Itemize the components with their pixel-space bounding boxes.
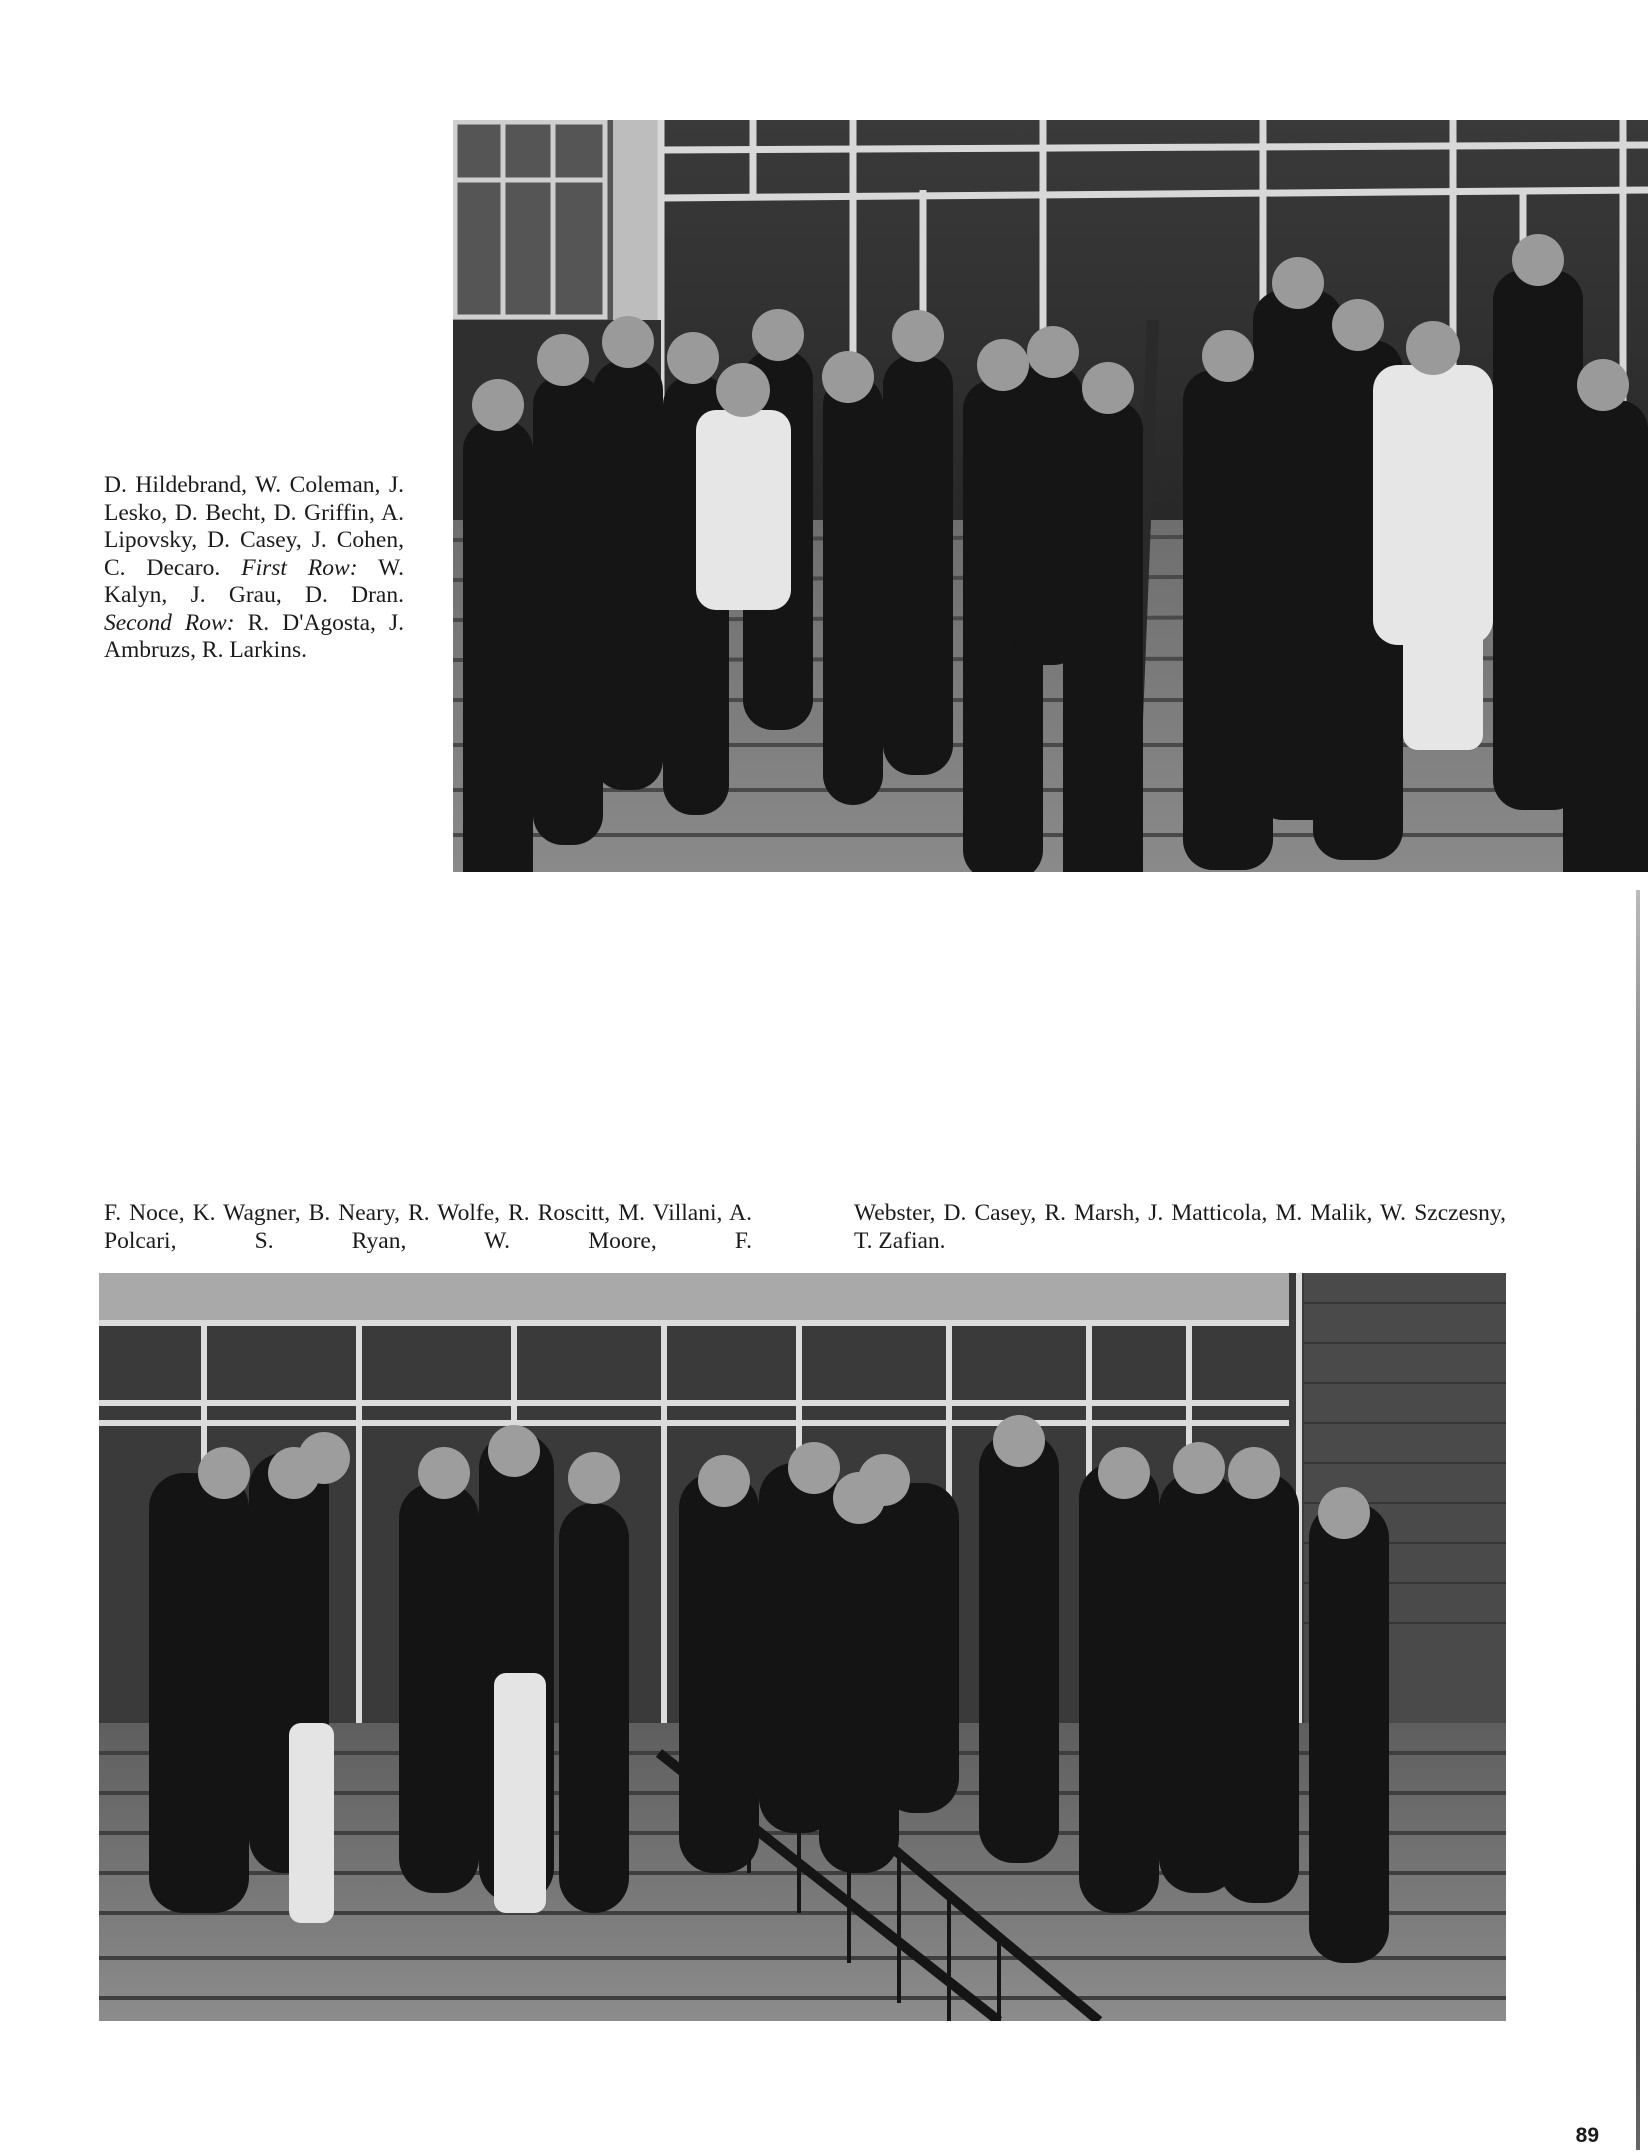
group-photo-bottom (99, 1273, 1506, 2021)
caption-top (104, 472, 404, 665)
photo-top-drawing (453, 120, 1648, 872)
caption-top-names: D. Hildebrand, W. Coleman, J. Lesko, D. Becht, D. Griffin, A. Lipovsky, D. Casey, J. Cohen, C. Decaro. (104, 472, 404, 581)
page-number: 89 (1575, 2124, 1599, 2147)
caption-top-first-row-label: First Row: (241, 554, 358, 581)
caption-top-second-row-names: R. D'Agosta, J. Ambruzs, R. Larkins. (104, 609, 404, 663)
caption-bottom-right: Webster, D. Casey, R. Marsh, J. Matticola, M. Malik, W. Szczesny, T. Zafian. (854, 1200, 1506, 1254)
caption-bottom-left: F. Noce, K. Wagner, B. Neary, R. Wolfe, R. Roscitt, M. Villani, A. Polcari, S. Ryan, W. Moore, F. (104, 1200, 752, 1254)
caption-top-first-row-names: W. Kalyn, J. Grau, D. Dran. (104, 554, 404, 608)
group-photo-top (453, 120, 1648, 872)
caption-top-second-row-label: Second Row: (104, 609, 235, 636)
page-gutter-line (1636, 890, 1640, 2150)
photo-bottom-drawing (99, 1273, 1506, 2021)
